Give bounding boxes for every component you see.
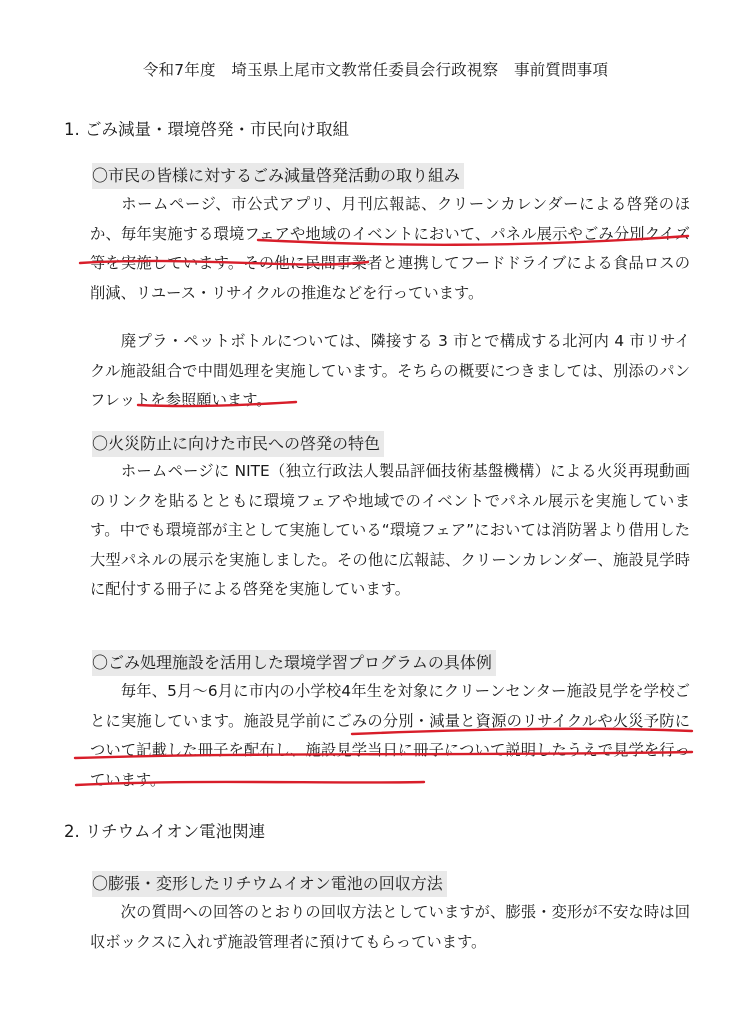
answer-paragraph-1b	[90, 327, 690, 416]
page-title: 令和7年度 埼玉県上尾市文教常任委員会行政視察 事前質問事項	[142, 61, 609, 79]
answer-text-1b: 廃プラ・ペットボトルについては、隣接する 3 市とで構成する北河内 4 市リサイクル施設組合で中間処理を実施しています。そちらの概要につきましては、別添のパンフレットを参照願います。	[90, 332, 690, 409]
section-heading-2: 2. リチウムイオン電池関連	[64, 822, 266, 841]
answer-paragraph-2	[90, 457, 690, 605]
section-heading-1: 1. ごみ減量・環境啓発・市民向け取組	[64, 120, 349, 139]
answer-text-4: 次の質問への回答のとおりの回収方法としていますが、膨張・変形が不安な時は回収ボックスに入れず施設管理者に預けてもらっています。	[90, 903, 690, 951]
question-title-3: 〇ごみ処理施設を活用した環境学習プログラムの具体例	[92, 650, 496, 676]
answer-text-1a: ホームページ、市公式アプリ、月刊広報誌、クリーンカレンダーによる啓発のほか、毎年実施する環境フェアや地域のイベントにおいて、パネル展示やごみ分別クイズ等を実施しています。その他に民間事業者と連携してフードドライブによる食品ロスの削減、リユース・リサイクルの推進などを行っています。	[90, 195, 690, 302]
question-title-2: 〇火災防止に向けた市民への啓発の特色	[92, 431, 384, 457]
question-title-1: 〇市民の皆様に対するごみ減量啓発活動の取り組み	[92, 163, 464, 189]
question-title-4: 〇膨張・変形したリチウムイオン電池の回収方法	[92, 871, 447, 897]
answer-paragraph-3	[90, 677, 690, 795]
answer-paragraph-4	[90, 898, 690, 957]
answer-paragraph-1a	[90, 190, 690, 308]
answer-text-3: 毎年、5月～6月に市内の小学校4年生を対象にクリーンセンター施設見学を学校ごとに実施しています。施設見学前にごみの分別・減量と資源のリサイクルや火災予防について記載した冊子を配布し、施設見学当日に冊子について説明したうえで見学を行っています。	[90, 682, 690, 789]
answer-text-2: ホームページに NITE（独立行政法人製品評価技術基盤機構）による火災再現動画のリンクを貼るとともに環境フェアや地域でのイベントでパネル展示を実施しています。中でも環境部が主として実施している“環境フェア”においては消防署より借用した大型パネルの展示を実施しました。その他に広報誌、クリーンカレンダー、施設見学時に配付する冊子による啓発を実施しています。	[90, 462, 690, 598]
